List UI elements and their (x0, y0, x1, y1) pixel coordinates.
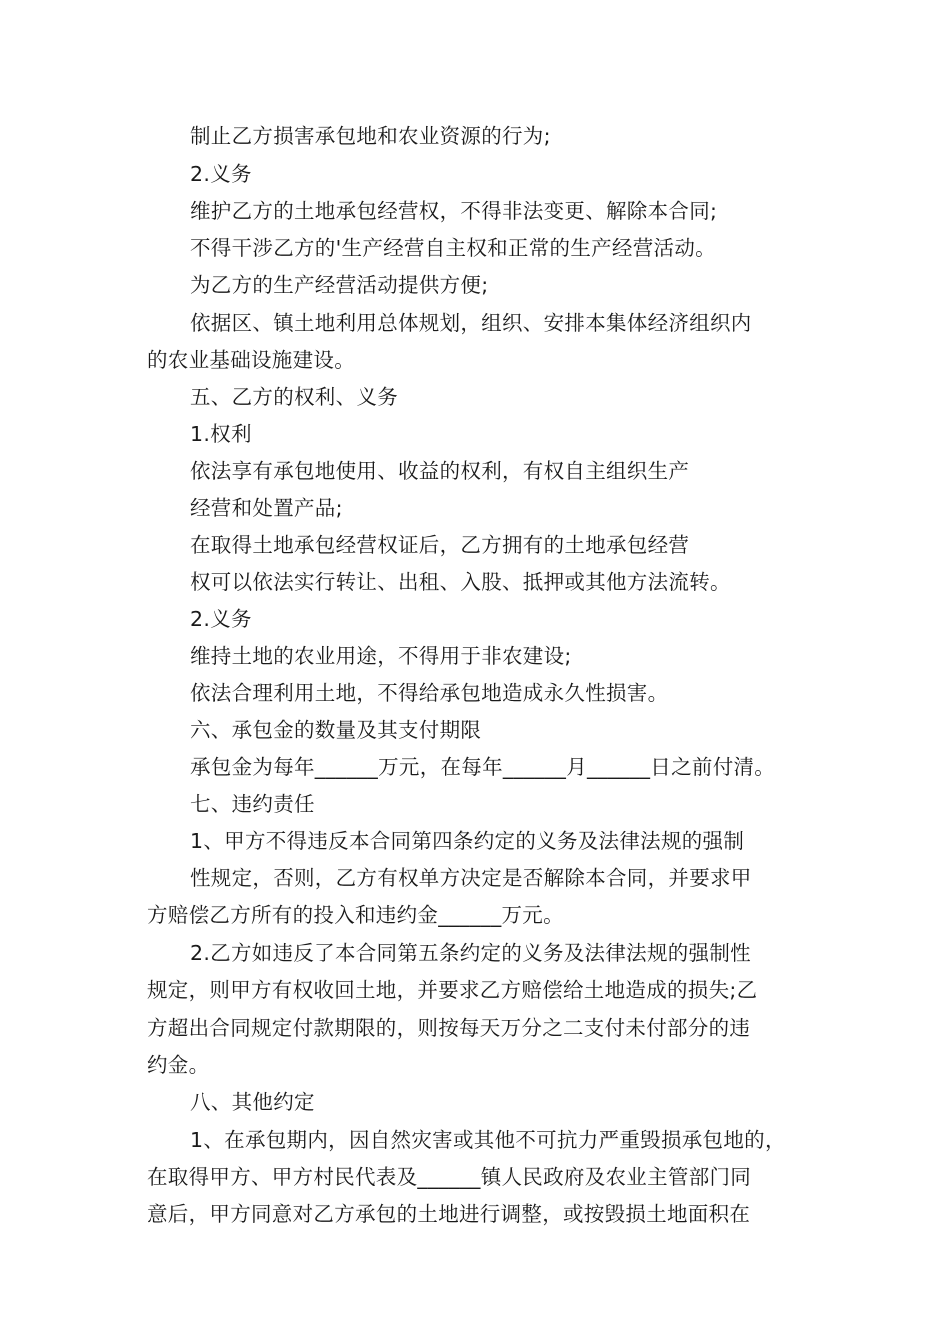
text-line: 依据区、镇土地利用总体规划，组织、安排本集体经济组织内 (190, 311, 752, 335)
text-line: 为乙方的生产经营活动提供方便; (190, 273, 489, 297)
section-heading: 八、其他约定 (190, 1090, 315, 1114)
text-line: 方超出合同规定付款期限的，则按每天万分之二支付未付部分的违 (147, 1016, 751, 1040)
text-line: 1.权利 (190, 422, 252, 446)
text-line: 意后，甲方同意对乙方承包的土地进行调整，或按毁损土地面积在 (147, 1202, 751, 1226)
text-line: 维持土地的农业用途，不得用于非农建设; (190, 644, 572, 668)
text-line: 2.乙方如违反了本合同第五条约定的义务及法律法规的强制性 (190, 941, 751, 965)
text-line: 维护乙方的土地承包经营权，不得非法变更、解除本合同; (190, 199, 718, 223)
text-line: 性规定，否则，乙方有权单方决定是否解除本合同，并要求甲 (190, 866, 752, 890)
text-line: 1、甲方不得违反本合同第四条约定的义务及法律法规的强制 (190, 829, 745, 853)
text-line: 在取得土地承包经营权证后，乙方拥有的土地承包经营 (190, 533, 690, 557)
text-line: 1、在承包期内，因自然灾害或其他不可抗力严重毁损承包地的， (190, 1128, 786, 1152)
section-heading: 六、承包金的数量及其支付期限 (190, 718, 482, 742)
text-line: 承包金为每年______万元，在每年______月______日之前付清。 (190, 755, 776, 779)
text-line: 2.义务 (190, 162, 252, 186)
text-line: 在取得甲方、甲方村民代表及______镇人民政府及农业主管部门同 (147, 1165, 752, 1189)
text-line: 规定，则甲方有权收回土地，并要求乙方赔偿给土地造成的损失;乙 (147, 978, 758, 1002)
text-line: 依法享有承包地使用、收益的权利，有权自主组织生产 (190, 459, 690, 483)
section-heading: 五、乙方的权利、义务 (190, 385, 398, 409)
text-line: 经营和处置产品; (190, 496, 343, 520)
text-line: 2.义务 (190, 607, 252, 631)
section-heading: 七、违约责任 (190, 792, 315, 816)
text-line: 的农业基础设施建设。 (147, 348, 355, 372)
text-line: 方赔偿乙方所有的投入和违约金______万元。 (147, 903, 564, 927)
text-line: 制止乙方损害承包地和农业资源的行为; (190, 124, 551, 148)
text-line: 约金。 (147, 1053, 210, 1077)
text-line: 依法合理利用土地，不得给承包地造成永久性损害。 (190, 681, 669, 705)
text-line: 权可以依法实行转让、出租、入股、抵押或其他方法流转。 (190, 570, 731, 594)
text-line: 不得干涉乙方的'生产经营自主权和正常的生产经营活动。 (190, 236, 716, 260)
